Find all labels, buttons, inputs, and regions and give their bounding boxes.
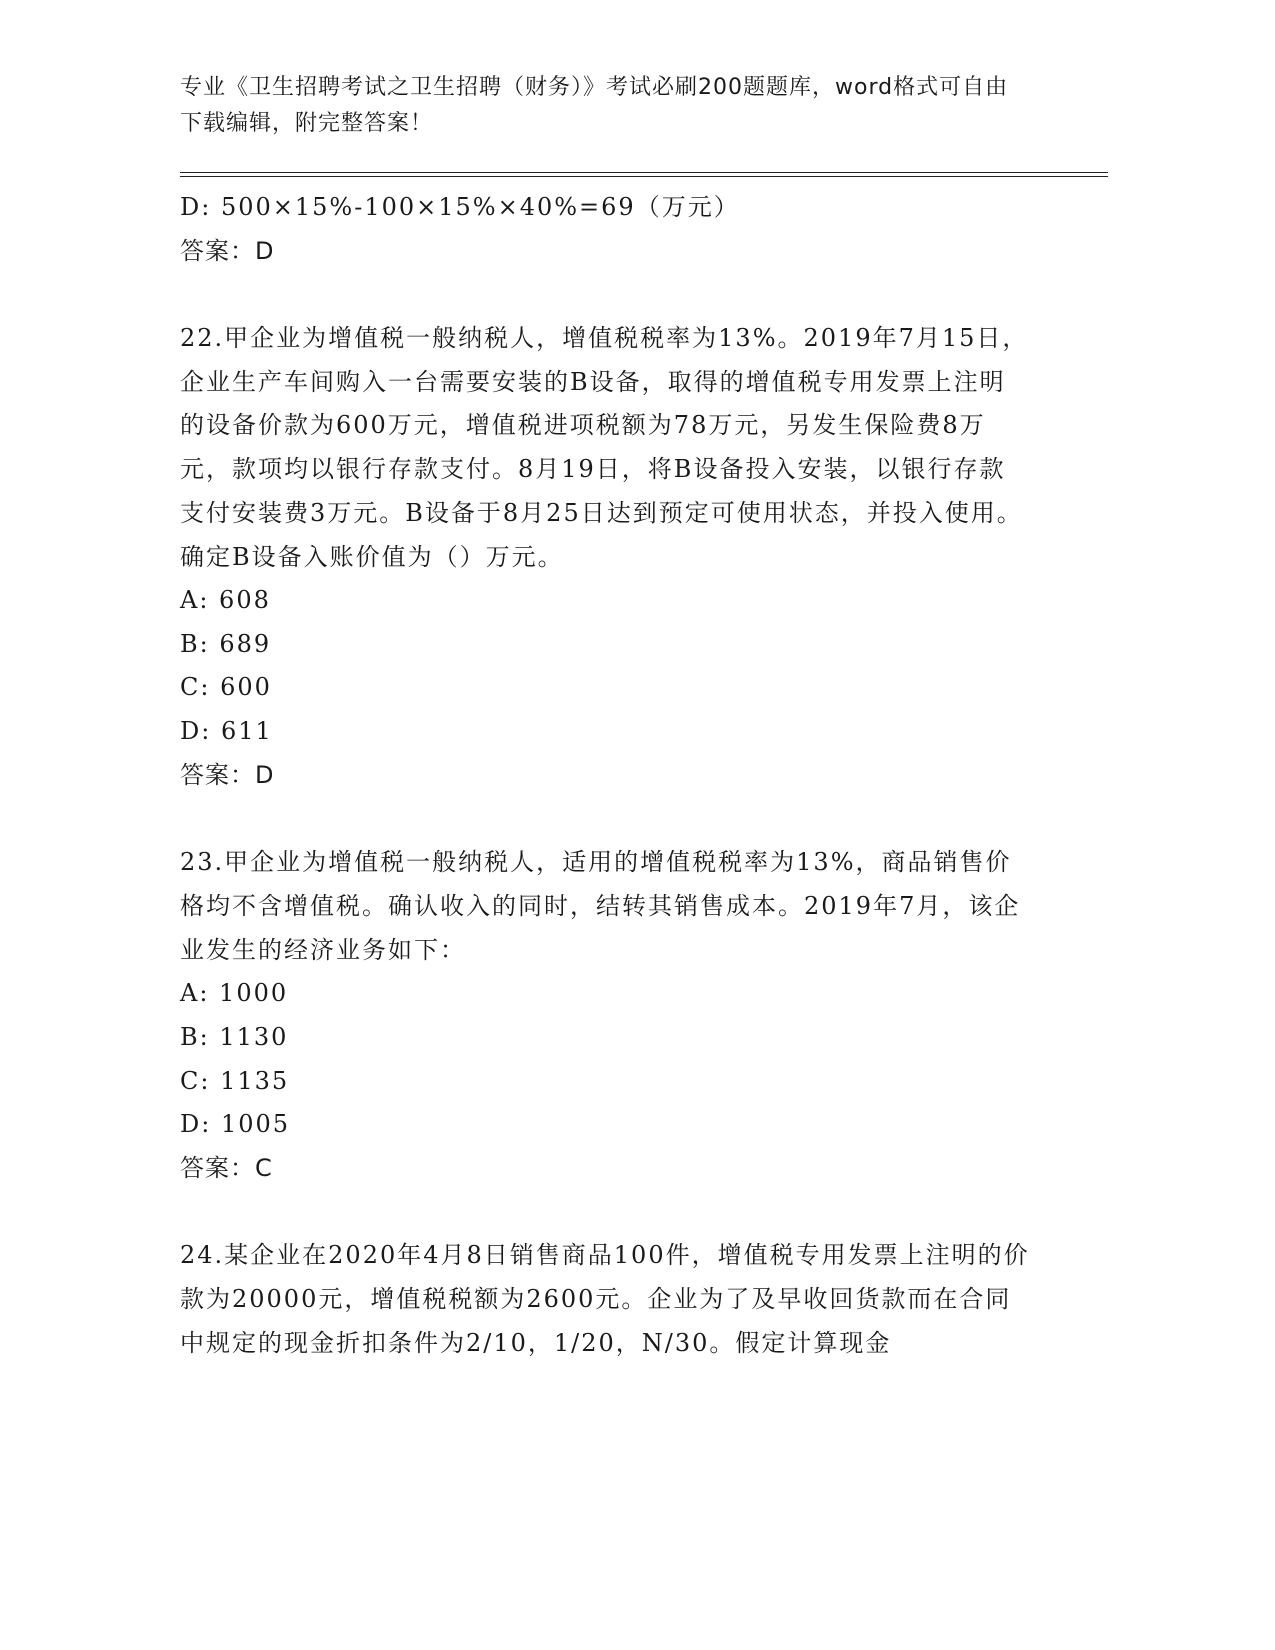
header-divider bbox=[180, 172, 1108, 177]
question-22-stem: 22.甲企业为增值税一般纳税人，增值税税率为13%。2019年7月15日，企业生产车间购入一台需要安装的B设备，取得的增值税专用发票上注明的设备价款为600万元，增值税进项税额为78万元，另发生保险费8万元，款项均以银行存款支付。8月19日，将B设备投入安装，以银行存款支付安装费3万元。B设备于8月25日达到预定可使用状态，并投入使用。确定B设备入账价值为（）万元。 bbox=[180, 324, 1029, 571]
question-22-option-d: D: 611 bbox=[180, 717, 273, 746]
question-22-option-a: A: 608 bbox=[180, 586, 271, 615]
page-header bbox=[180, 70, 1030, 142]
question-22-option-b: B: 689 bbox=[180, 629, 272, 658]
question-23-option-a: A: 1000 bbox=[180, 979, 289, 1008]
option-d: D: 500×15%-100×15%×40%=69（万元） bbox=[180, 193, 740, 221]
spacer bbox=[180, 798, 1030, 842]
answer-line: 答案：D bbox=[180, 236, 275, 265]
spacer bbox=[180, 1191, 1030, 1235]
header-title: 专业《卫生招聘考试之卫生招聘（财务）》考试必刷200题题库，word格式可自由下载编辑，附完整答案！ bbox=[180, 75, 1009, 136]
document-body bbox=[180, 186, 1030, 1365]
question-23-option-b: B: 1130 bbox=[180, 1022, 289, 1051]
question-24-stem: 24.某企业在2020年4月8日销售商品100件，增值税专用发票上注明的价款为20000元，增值税税额为2600元。企业为了及早收回货款而在合同中规定的现金折扣条件为2/10，1/20，N/30。假定计算现金 bbox=[180, 1241, 1030, 1357]
question-22-answer: 答案：D bbox=[180, 760, 275, 789]
spacer bbox=[180, 273, 1030, 317]
question-22-option-c: C: 600 bbox=[180, 673, 272, 702]
question-23-option-d: D: 1005 bbox=[180, 1110, 291, 1139]
question-23-stem: 23.甲企业为增值税一般纳税人，适用的增值税税率为13%，商品销售价格均不含增值税。确认收入的同时，结转其销售成本。2019年7月，该企业发生的经济业务如下： bbox=[180, 848, 1021, 964]
question-23-option-c: C: 1135 bbox=[180, 1066, 290, 1095]
question-23-answer: 答案：C bbox=[180, 1153, 273, 1182]
